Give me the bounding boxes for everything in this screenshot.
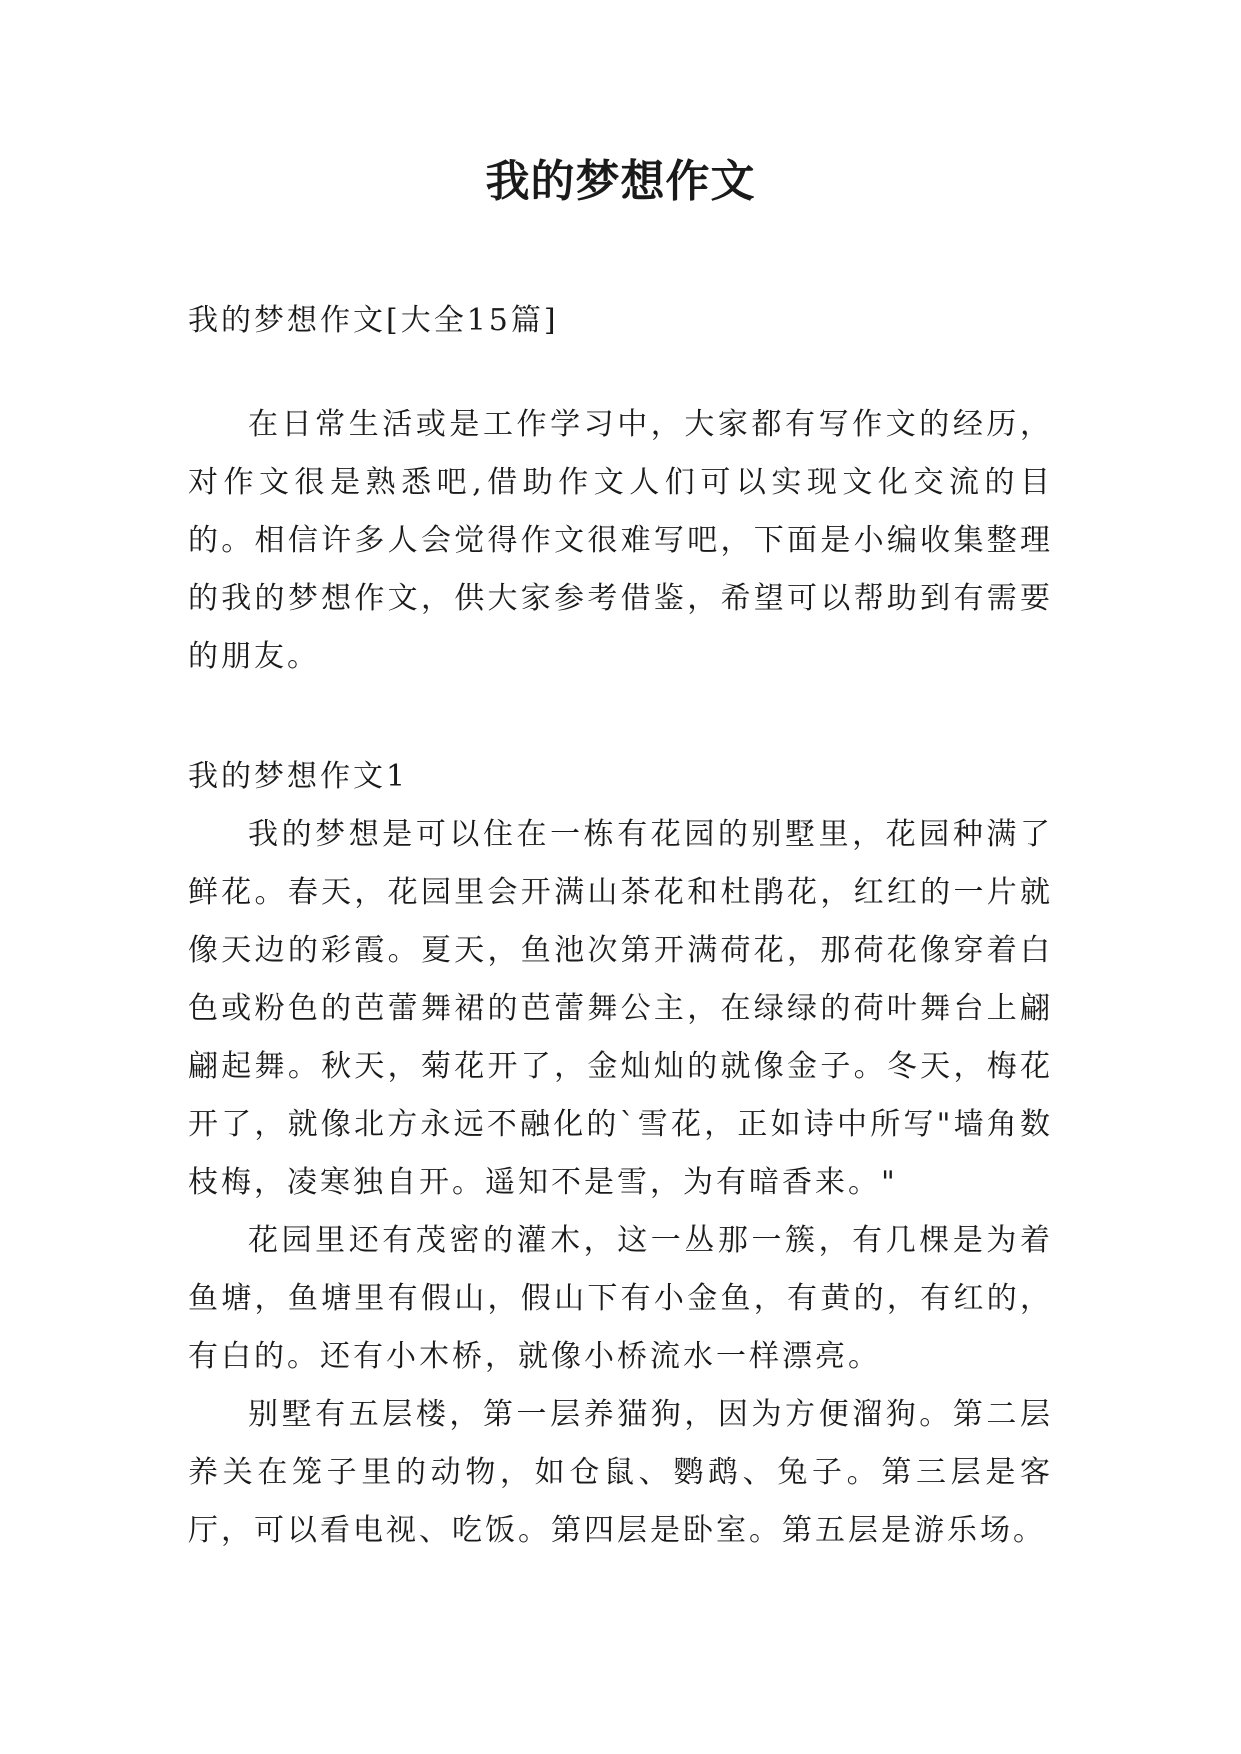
essay-paragraph: 别墅有五层楼，第一层养猫狗，因为方便溜狗。第二层养关在笼子里的动物，如仓鼠、鹦鹉、兔子。第三层是客厅，可以看电视、吃饭。第四层是卧室。第五层是游乐场。: [188, 1397, 1053, 1548]
essay-heading: 我的梦想作文1: [188, 759, 409, 794]
document-title: 我的梦想作文: [485, 156, 756, 207]
essay-paragraph: 花园里还有茂密的灌木，这一丛那一簇，有几棵是为着鱼塘，鱼塘里有假山，假山下有小金鱼，有黄的，有红的，有白的。还有小木桥，就像小桥流水一样漂亮。: [188, 1223, 1053, 1374]
document-body: [188, 292, 1053, 1560]
document-subtitle: 我的梦想作文[大全15篇]: [188, 303, 559, 338]
intro-paragraph: 在日常生活或是工作学习中，大家都有写作文的经历，对作文很是熟悉吧,借助作文人们可以实现文化交流的目的。相信许多人会觉得作文很难写吧，下面是小编收集整理的我的梦想作文，供大家参考借鉴，希望可以帮助到有需要的朋友。: [188, 407, 1053, 674]
essay-paragraph: 我的梦想是可以住在一栋有花园的别墅里，花园种满了鲜花。春天，花园里会开满山茶花和杜鹃花，红红的一片就像天边的彩霞。夏天，鱼池次第开满荷花，那荷花像穿着白色或粉色的芭蕾舞裙的芭蕾舞公主，在绿绿的荷叶舞台上翩翩起舞。秋天，菊花开了，金灿灿的就像金子。冬天，梅花开了，就像北方永远不融化的`雪花，正如诗中所写"墙角数枝梅，凌寒独自开。遥知不是雪，为有暗香来。": [188, 817, 1053, 1200]
